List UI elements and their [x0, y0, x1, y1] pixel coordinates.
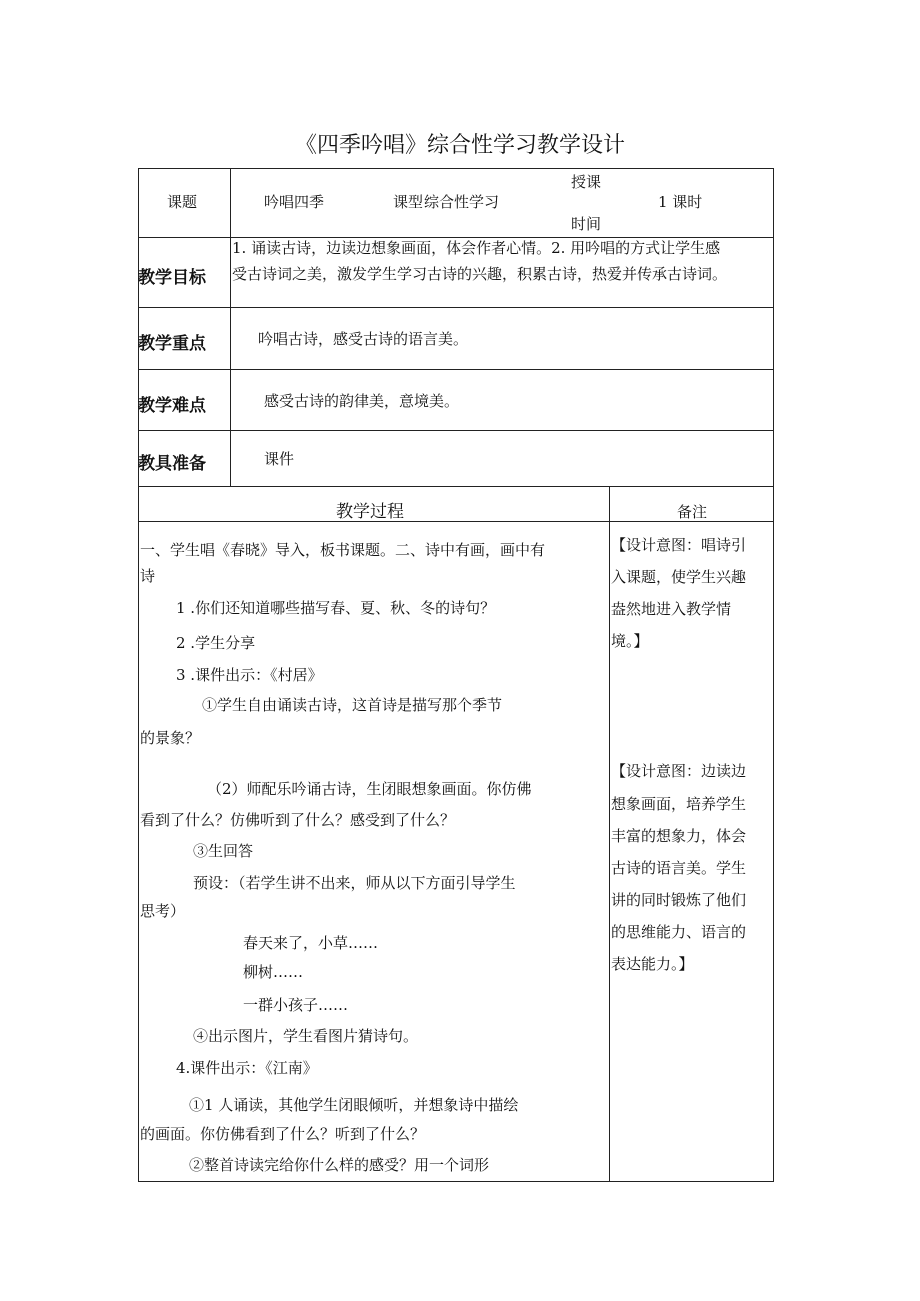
process-line: 一群小孩子…… [243, 996, 349, 1014]
process-line: 思考） [140, 902, 186, 920]
key-points-label: 教学重点 [138, 334, 206, 354]
row-divider [138, 307, 774, 308]
process-line: 柳树…… [243, 963, 304, 981]
column-divider [230, 168, 231, 487]
row-divider [138, 486, 774, 487]
process-line: （2）师配乐吟诵古诗，生闭眼想象画面。你仿佛 [207, 780, 532, 798]
type-value: 综合性学习 [424, 193, 500, 211]
time-label-top: 授课 [571, 173, 602, 191]
page-title: 《四季吟唱》综合性学习教学设计 [294, 133, 625, 158]
goals-text-line: 1. 诵读古诗，边读边想象画面，体会作者心情。2. 用吟唱的方式让学生感 [232, 239, 721, 257]
process-line: 一、学生唱《春晓》导入，板书课题。二、诗中有画，画中有 [140, 541, 546, 559]
note-line: 古诗的语言美。学生 [611, 859, 747, 877]
difficulties-label: 教学难点 [138, 396, 206, 416]
note-line: 的思维能力、语言的 [611, 923, 747, 941]
note-line: 境。】 [611, 632, 649, 650]
process-line: ①1 人诵读，其他学生闭眼倾听，并想象诗中描绘 [189, 1096, 519, 1114]
tools-label: 教具准备 [138, 454, 206, 474]
goals-text-line: 受古诗词之美，激发学生学习古诗的兴趣，积累古诗，热爱并传承古诗词。 [232, 265, 728, 283]
note-line: 表达能力。】 [611, 955, 694, 973]
process-line: 预设：（若学生讲不出来，师从以下方面引导学生 [193, 874, 516, 892]
row-divider [138, 430, 774, 431]
type-label: 课型 [393, 193, 424, 211]
note-line: 想象画面，培养学生 [611, 795, 747, 813]
process-line: 2 .学生分享 [176, 634, 256, 652]
tools-value: 课件 [264, 450, 295, 468]
time-label-bottom: 时间 [571, 215, 602, 233]
process-line: 1 .你们还知道哪些描写春、夏、秋、冬的诗句？ [176, 599, 496, 617]
note-line: 丰富的想象力，体会 [611, 827, 747, 845]
process-line: ④出示图片，学生看图片猜诗句。 [193, 1027, 419, 1045]
note-line: 【设计意图：唱诗引 [611, 536, 747, 554]
process-line: ②整首诗读完给你什么样的感受？用一个词形 [189, 1156, 490, 1174]
process-line: 的景象？ [140, 729, 201, 747]
process-line: 3 .课件出示：《村居》 [176, 666, 323, 684]
process-line: 看到了什么？仿佛听到了什么？感受到了什么？ [140, 811, 456, 829]
process-line: 的画面。你仿佛看到了什么？听到了什么？ [140, 1125, 426, 1143]
column-divider [609, 486, 610, 1182]
time-value: 1 课时 [658, 193, 703, 211]
process-line: ①学生自由诵读古诗，这首诗是描写那个季节 [202, 696, 503, 714]
process-line: 4.课件出示：《江南》 [176, 1059, 318, 1077]
process-line: 春天来了，小草…… [243, 934, 379, 952]
process-line: ③生回答 [193, 842, 254, 860]
goals-label: 教学目标 [138, 268, 206, 288]
topic-label: 课题 [167, 193, 198, 211]
note-line: 【设计意图：边读边 [611, 762, 747, 780]
process-header: 教学过程 [336, 502, 404, 522]
row-divider [138, 369, 774, 370]
note-line: 入课题，使学生兴趣 [611, 568, 747, 586]
topic-value: 吟唱四季 [264, 193, 325, 211]
note-line: 讲的同时锻炼了他们 [611, 891, 747, 909]
key-points-value: 吟唱古诗，感受古诗的语言美。 [258, 330, 469, 348]
difficulties-value: 感受古诗的韵律美，意境美。 [264, 392, 460, 410]
notes-header: 备注 [677, 503, 708, 521]
process-line: 诗 [140, 567, 156, 585]
note-line: 盎然地进入教学情 [611, 600, 732, 618]
